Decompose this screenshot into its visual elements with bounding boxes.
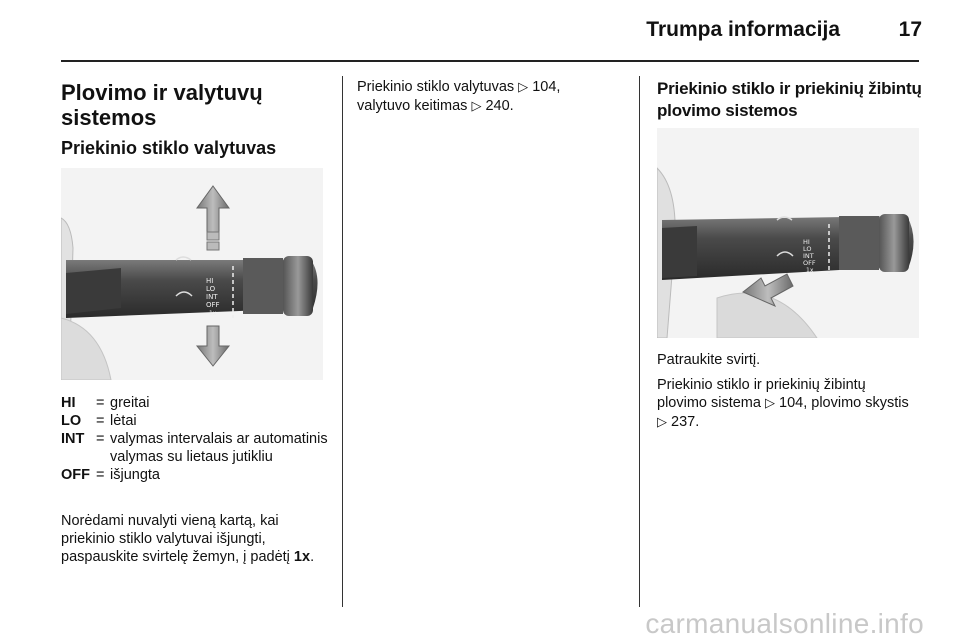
single-wipe-paragraph [61, 512, 333, 566]
definition-text: lėtai [110, 413, 137, 429]
washer-stalk-illustration [657, 128, 919, 338]
pull-lever-paragraph: Patraukite svirtį. [657, 352, 761, 368]
position-1x-label: 1x [293, 549, 311, 565]
definition-equals: = [96, 431, 105, 447]
stalk-label-lo: LO [803, 245, 812, 253]
definition-text: išjungta [110, 467, 160, 483]
washer-ref-text: Priekinio stiklo ir priekinių žibintų plovimo sistema [657, 377, 866, 411]
definition-equals: = [96, 467, 105, 483]
definition-term: LO [61, 413, 82, 429]
definition-equals: = [96, 395, 105, 411]
stalk-label-off: OFF [803, 259, 816, 267]
header-rule [61, 60, 919, 62]
stalk-label-1x: 1x [209, 310, 217, 317]
stalk-label-hi: HI [206, 277, 214, 285]
page-ref-icon: ▷ [657, 415, 667, 430]
running-header-title: Trumpa informacija [646, 18, 840, 41]
page-ref-icon: ▷ [764, 396, 775, 411]
ref-page-104[interactable]: 104, [532, 79, 561, 95]
page-ref-icon: ▷ [471, 99, 482, 114]
definition-equals: = [96, 413, 105, 429]
definition-list [61, 394, 331, 484]
definition-row [61, 394, 331, 412]
ref-page-240[interactable]: 240. [485, 98, 514, 114]
washer-section-heading: Priekinio stiklo ir priekinių žibintų plovimo sistemos [657, 79, 922, 120]
washer-reference-paragraph [657, 376, 917, 432]
cross-reference-paragraph [357, 78, 627, 116]
ref-text-wiper: Priekinio stiklo valytuvas [357, 79, 519, 95]
wiper-stalk-figure [61, 168, 323, 380]
stalk-label-lo: LO [206, 285, 216, 293]
stalk-label-int: INT [803, 252, 814, 260]
definition-term: INT [61, 431, 85, 447]
column-divider-left [342, 76, 343, 607]
stalk-label-int: INT [206, 293, 218, 301]
stalk-label-off: OFF [206, 301, 220, 309]
washer-stalk-figure [657, 128, 919, 338]
definition-row [61, 466, 331, 484]
stalk-label-1x: 1x [806, 267, 814, 274]
ref-page-104[interactable]: 104, plovimo skystis [779, 395, 909, 411]
paragraph-end: . [310, 549, 315, 565]
section-heading: Plovimo ir valytuvų sistemos [61, 80, 263, 130]
stalk-label-hi: HI [803, 238, 810, 246]
wiper-stalk-illustration [61, 168, 323, 380]
definition-row [61, 412, 331, 430]
definition-term: OFF [61, 467, 90, 483]
page-ref-icon: ▷ [518, 80, 529, 95]
definition-text: valymas intervalais ar automatinis valymas su lietaus jutikliu [110, 431, 328, 465]
paragraph-text: Norėdami nuvalyti vieną kartą, kai priekinio stiklo valytuvai išjungti, paspauskite svirtelę žemyn, į padėtį [61, 513, 294, 565]
definition-term: HI [61, 395, 76, 411]
page-number: 17 [898, 18, 922, 41]
ref-page-237[interactable]: 237. [671, 414, 700, 430]
subsection-heading: Priekinio stiklo valytuvas [61, 138, 277, 158]
ref-text-replacement: valytuvo keitimas [357, 98, 472, 114]
watermark-text: carmanualsonline.info [645, 608, 924, 639]
definition-row [61, 430, 331, 466]
definition-text: greitai [110, 395, 150, 411]
column-divider-right [639, 76, 640, 607]
